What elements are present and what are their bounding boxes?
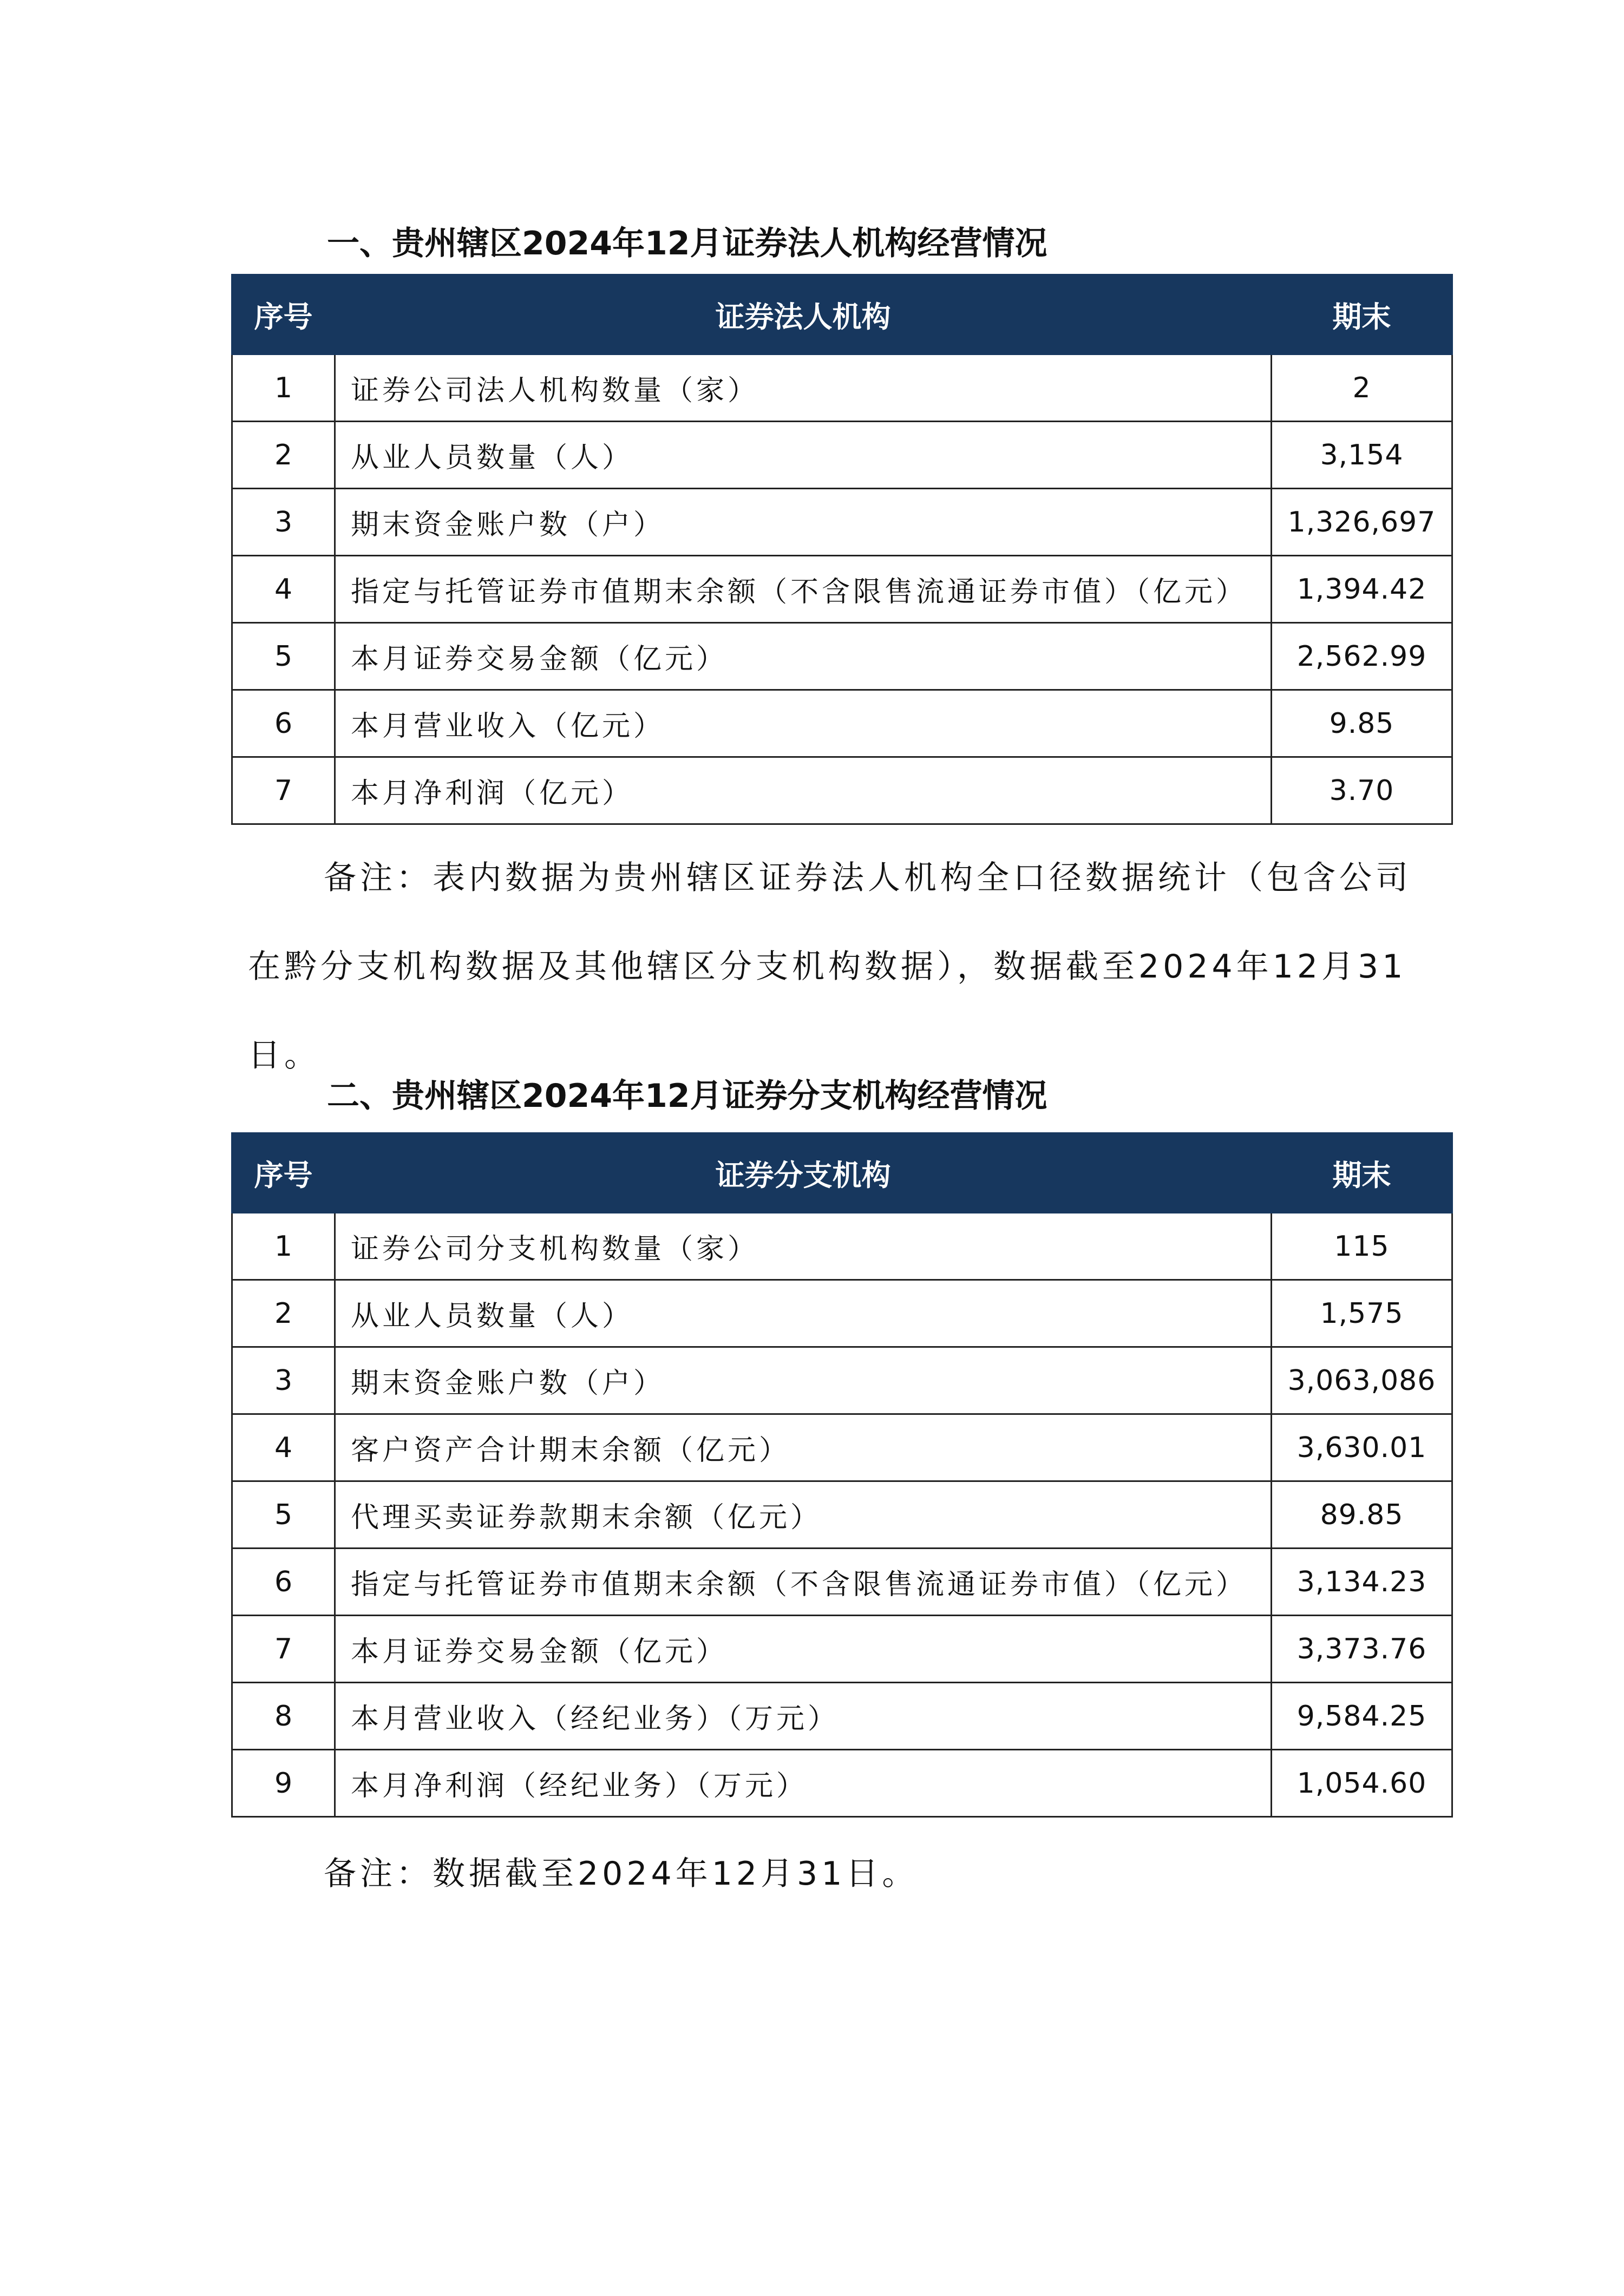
row-value: 1,394.42 xyxy=(1272,556,1452,623)
row-item: 本月证券交易金额（亿元） xyxy=(335,623,1272,690)
securities-legal-entity-table xyxy=(231,274,1453,825)
table-row xyxy=(232,1616,1452,1683)
row-index: 4 xyxy=(232,556,335,623)
table-row xyxy=(232,1750,1452,1817)
row-index: 5 xyxy=(232,623,335,690)
table-row xyxy=(232,1481,1452,1549)
table-row xyxy=(232,1414,1452,1481)
row-index: 1 xyxy=(232,355,335,422)
table-row xyxy=(232,757,1452,824)
header-index: 序号 xyxy=(232,1133,335,1213)
table-row xyxy=(232,1683,1452,1750)
table-row xyxy=(232,1549,1452,1616)
row-value: 3,134.23 xyxy=(1272,1549,1452,1616)
row-item: 本月净利润（亿元） xyxy=(335,757,1272,824)
row-value: 2,562.99 xyxy=(1272,623,1452,690)
row-index: 3 xyxy=(232,489,335,556)
row-value: 3.70 xyxy=(1272,757,1452,824)
table-row xyxy=(232,623,1452,690)
row-value: 1,054.60 xyxy=(1272,1750,1452,1817)
row-value: 2 xyxy=(1272,355,1452,422)
row-index: 6 xyxy=(232,690,335,757)
row-index: 4 xyxy=(232,1414,335,1481)
row-index: 3 xyxy=(232,1347,335,1414)
row-value: 3,630.01 xyxy=(1272,1414,1452,1481)
row-index: 7 xyxy=(232,1616,335,1683)
row-index: 9 xyxy=(232,1750,335,1817)
row-index: 7 xyxy=(232,757,335,824)
securities-branch-table xyxy=(231,1132,1453,1818)
row-index: 6 xyxy=(232,1549,335,1616)
table-body xyxy=(232,1213,1452,1817)
row-item: 从业人员数量（人） xyxy=(335,422,1272,489)
row-item: 证券公司法人机构数量（家） xyxy=(335,355,1272,422)
section2-note: 备注：数据截至2024年12月31日。 xyxy=(324,1855,919,1893)
row-index: 2 xyxy=(232,422,335,489)
row-index: 1 xyxy=(232,1213,335,1280)
header-value: 期末 xyxy=(1272,275,1452,355)
row-value: 3,063,086 xyxy=(1272,1347,1452,1414)
row-value: 115 xyxy=(1272,1213,1452,1280)
row-item: 期末资金账户数（户） xyxy=(335,1347,1272,1414)
header-value: 期末 xyxy=(1272,1133,1452,1213)
table-row xyxy=(232,1280,1452,1347)
section1-note: 备注：表内数据为贵州辖区证券法人机构全口径数据统计（包含公司在黔分支机构数据及其他辖区分支机构数据），数据截至2024年12月31日。 xyxy=(248,859,1412,1074)
row-value: 3,154 xyxy=(1272,422,1452,489)
row-index: 2 xyxy=(232,1280,335,1347)
row-item: 客户资产合计期末余额（亿元） xyxy=(335,1414,1272,1481)
row-value: 1,575 xyxy=(1272,1280,1452,1347)
row-value: 3,373.76 xyxy=(1272,1616,1452,1683)
row-value: 89.85 xyxy=(1272,1481,1452,1549)
row-item: 本月营业收入（经纪业务）（万元） xyxy=(335,1683,1272,1750)
row-item: 本月净利润（经纪业务）（万元） xyxy=(335,1750,1272,1817)
row-item: 指定与托管证券市值期末余额（不含限售流通证券市值）（亿元） xyxy=(335,1549,1272,1616)
row-index: 8 xyxy=(232,1683,335,1750)
table-row xyxy=(232,355,1452,422)
table-header-row xyxy=(232,275,1452,355)
row-item: 期末资金账户数（户） xyxy=(335,489,1272,556)
table-row xyxy=(232,1213,1452,1280)
table-row xyxy=(232,556,1452,623)
row-item: 指定与托管证券市值期末余额（不含限售流通证券市值）（亿元） xyxy=(335,556,1272,623)
row-item: 本月营业收入（亿元） xyxy=(335,690,1272,757)
row-index: 5 xyxy=(232,1481,335,1549)
header-index: 序号 xyxy=(232,275,335,355)
row-value: 9.85 xyxy=(1272,690,1452,757)
table-row xyxy=(232,489,1452,556)
row-item: 证券公司分支机构数量（家） xyxy=(335,1213,1272,1280)
row-item: 从业人员数量（人） xyxy=(335,1280,1272,1347)
section2-title: 二、贵州辖区2024年12月证券分支机构经营情况 xyxy=(327,1077,1047,1115)
header-item: 证券法人机构 xyxy=(335,275,1272,355)
section1-title: 一、贵州辖区2024年12月证券法人机构经营情况 xyxy=(327,225,1047,263)
row-item: 代理买卖证券款期末余额（亿元） xyxy=(335,1481,1272,1549)
table-row xyxy=(232,1347,1452,1414)
table-body xyxy=(232,355,1452,824)
table-row xyxy=(232,690,1452,757)
table-header-row xyxy=(232,1133,1452,1213)
row-value: 1,326,697 xyxy=(1272,489,1452,556)
row-item: 本月证券交易金额（亿元） xyxy=(335,1616,1272,1683)
table-row xyxy=(232,422,1452,489)
row-value: 9,584.25 xyxy=(1272,1683,1452,1750)
header-item: 证券分支机构 xyxy=(335,1133,1272,1213)
